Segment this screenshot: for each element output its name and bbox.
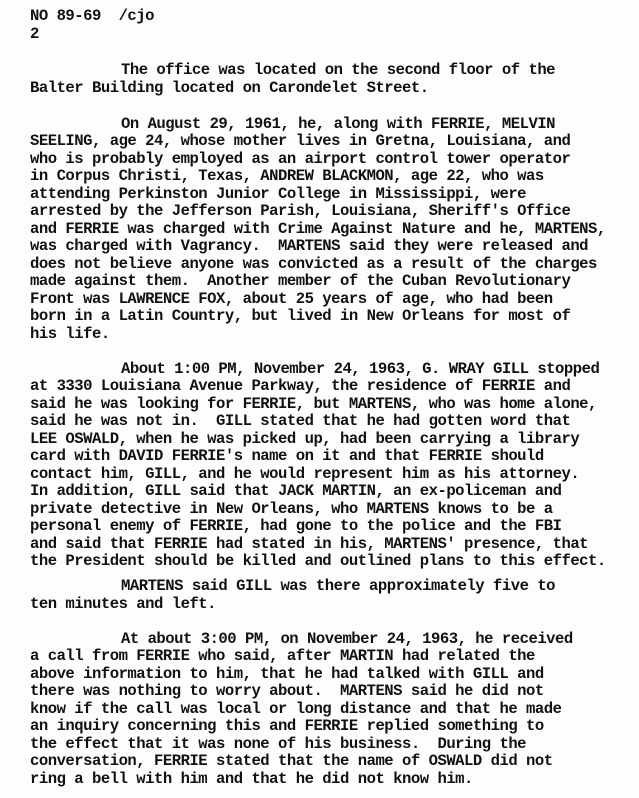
file-number: NO 89-69 /cjo	[30, 7, 155, 25]
text-line: the President should be killed and outlined plans to this effect.	[30, 552, 606, 570]
text-line: said he was looking for FERRIE, but MARTENS, who was home alone,	[30, 395, 597, 413]
text-line: and said that FERRIE had stated in his, MARTENS' presence, that	[30, 535, 589, 553]
text-line: and FERRIE was charged with Crime Against Nature and he, MARTENS,	[30, 220, 606, 238]
text-line: personal enemy of FERRIE, had gone to the police and the FBI	[30, 517, 562, 535]
text-line: who is probably employed as an airport control tower operator	[30, 150, 571, 168]
text-line: private detective in New Orleans, who MARTENS knows to be a	[30, 500, 553, 518]
text-line: an inquiry concerning this and FERRIE replied something to	[30, 717, 544, 735]
text-line: ten minutes and left.	[30, 595, 217, 613]
text-line: SEELING, age 24, whose mother lives in Gretna, Louisiana, and	[30, 132, 571, 150]
text-line: at 3330 Louisiana Avenue Parkway, the residence of FERRIE and	[30, 377, 571, 395]
text-line: card with DAVID FERRIE's name on it and that FERRIE should	[30, 447, 544, 465]
text-line: Balter Building located on Carondelet Street.	[30, 79, 429, 97]
text-line: was charged with Vagrancy. MARTENS said they were released and	[30, 237, 589, 255]
text-line: On August 29, 1961, he, along with FERRIE, MELVIN	[121, 115, 556, 133]
text-line: there was nothing to worry about. MARTENS said he did not	[30, 682, 544, 700]
text-line: said he was not in. GILL stated that he had gotten word that	[30, 412, 571, 430]
text-line: contact him, GILL, and he would represent him as his attorney.	[30, 465, 580, 483]
text-line: Front was LAWRENCE FOX, about 25 years of age, who had been	[30, 290, 553, 308]
text-line: born in a Latin Country, but lived in New Orleans for most of	[30, 307, 571, 325]
text-line: a call from FERRIE who said, after MARTIN had related the	[30, 647, 535, 665]
text-line: his life.	[30, 325, 110, 343]
text-line: know if the call was local or long distance and that he made	[30, 700, 562, 718]
text-line: ring a bell with him and that he did not know him.	[30, 770, 473, 788]
text-line: In addition, GILL said that JACK MARTIN, an ex-policeman and	[30, 482, 562, 500]
text-line: MARTENS said GILL was there approximately five to	[121, 577, 556, 595]
text-line: made against them. Another member of the Cuban Revolutionary	[30, 272, 571, 290]
text-line: attending Perkinston Junior College in Mississippi, were	[30, 185, 527, 203]
text-line: does not believe anyone was convicted as a result of the charges	[30, 255, 597, 273]
text-line: At about 3:00 PM, on November 24, 1963, he received	[121, 630, 573, 648]
text-line: in Corpus Christi, Texas, ANDREW BLACKMON, age 22, who was	[30, 167, 544, 185]
text-line: The office was located on the second floor of the	[121, 61, 556, 79]
page-number: 2	[30, 25, 39, 43]
text-line: About 1:00 PM, November 24, 1963, G. WRAY GILL stopped	[121, 360, 600, 378]
text-line: LEE OSWALD, when he was picked up, had been carrying a library	[30, 430, 580, 448]
text-line: the effect that it was none of his business. During the	[30, 735, 527, 753]
text-line: arrested by the Jefferson Parish, Louisiana, Sheriff's Office	[30, 202, 571, 220]
text-line: conversation, FERRIE stated that the name of OSWALD did not	[30, 752, 553, 770]
text-line: above information to him, that he had talked with GILL and	[30, 665, 544, 683]
